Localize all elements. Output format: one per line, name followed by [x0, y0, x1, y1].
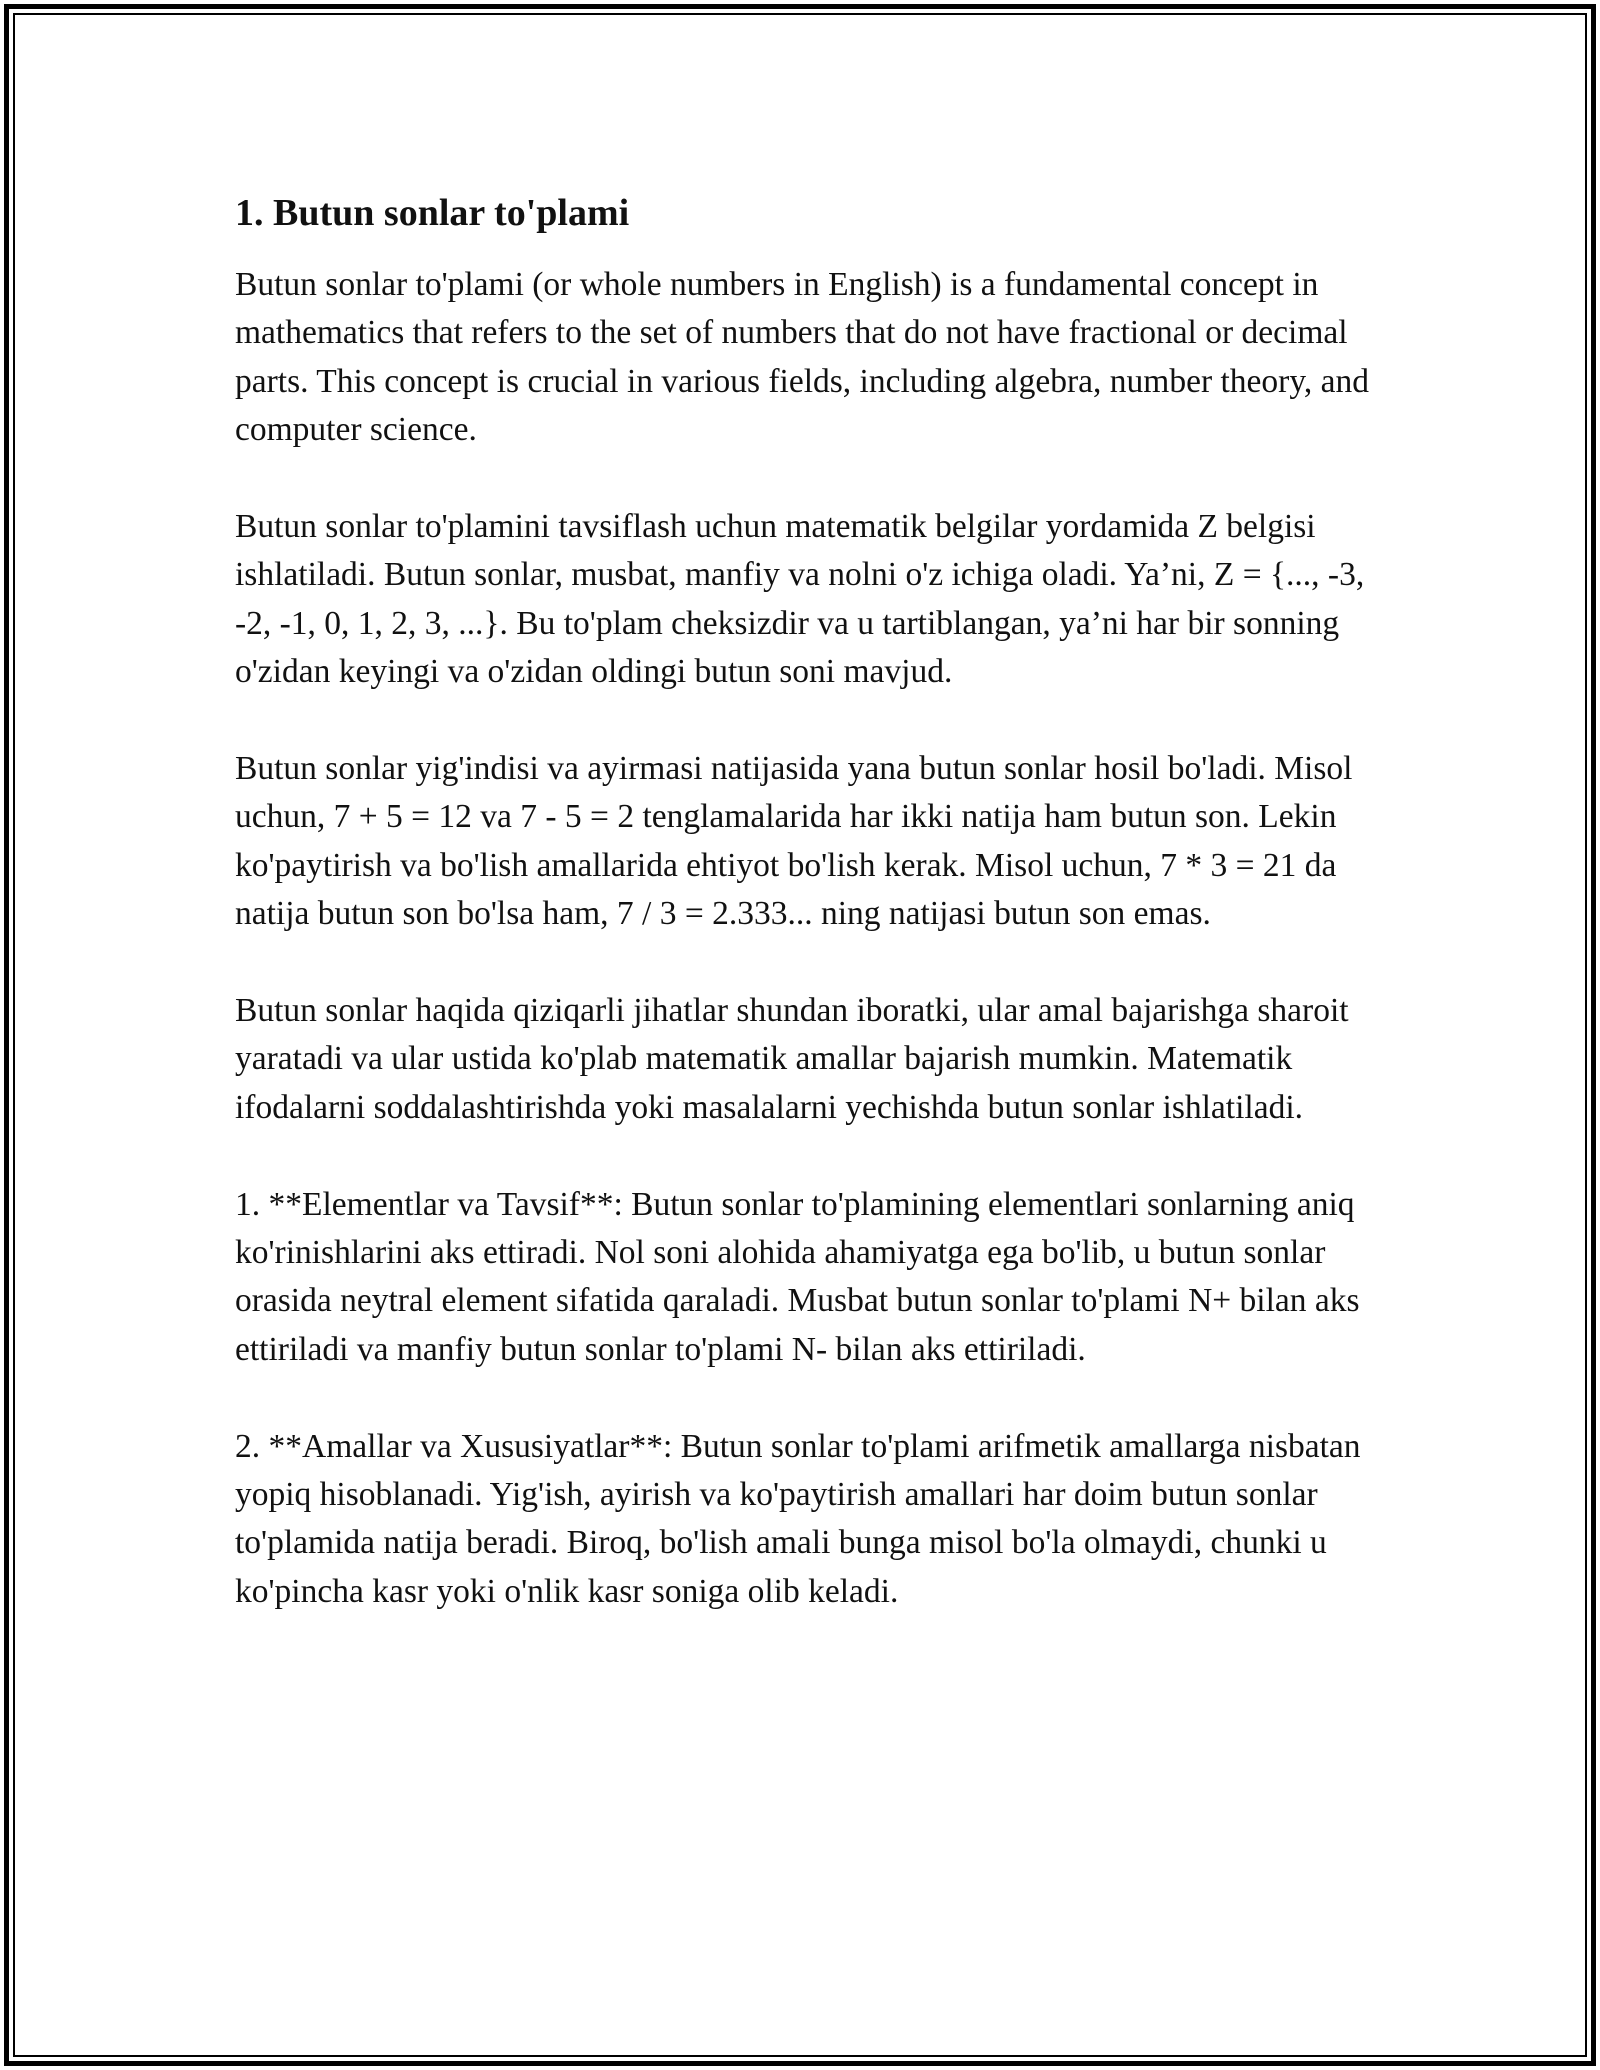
paragraph-intro: Butun sonlar to'plami (or whole numbers in English) is a fundamental concept in mathematics that refers to the set of numbers that do not have fractional or decimal parts. This concept is crucial in various fields, including algebra, number theory, and computer science. [235, 266, 1370, 449]
section-heading: 1. Butun sonlar to'plami [235, 192, 630, 234]
paragraph-notation: Butun sonlar to'plamini tavsiflash uchun matematik belgilar yordamida Z belgisi ishlatiladi. Butun sonlar, musbat, manfiy va nolni o'z ichiga oladi. Ya’ni, Z = {..., -3, -2, -1, 0, 1, 2, 3, ...}. Bu to'plam cheksizdir va u tartiblangan, ya’ni har bir sonning o'zidan keyingi va o'zidan oldingi butun soni mavjud. [235, 508, 1365, 691]
paragraph-usage: Butun sonlar haqida qiziqarli jihatlar shundan iboratki, ular amal bajarishga sharoit yaratadi va ular ustida ko'plab matematik amallar bajarish mumkin. Matematik ifodalarni soddalashtirishda yoki masalalarni yechishda butun sonlar ishlatiladi. [235, 992, 1349, 1126]
paragraph-operations: Butun sonlar yig'indisi va ayirmasi natijasida yana butun sonlar hosil bo'ladi. Misol uchun, 7 + 5 = 12 va 7 - 5 = 2 tenglamalarida har ikki natija ham butun son. Lekin ko'paytirish va bo'lish amallarida ehtiyot bo'lish kerak. Misol uchun, 7 * 3 = 21 da natija butun son bo'lsa ham, 7 / 3 = 2.333... ning natijasi butun son emas. [235, 750, 1353, 933]
document-body [235, 185, 1375, 1665]
paragraph-elements: 1. **Elementlar va Tavsif**: Butun sonlar to'plamining elementlari sonlarning aniq ko'rinishlarini aks ettiradi. Nol soni alohida ahamiyatga ega bo'lib, u butun sonlar orasida neytral element sifatida qaraladi. Musbat butun sonlar to'plami N+ bilan aks ettiriladi va manfiy butun sonlar to'plami N- bilan aks ettiriladi. [235, 1185, 1360, 1368]
paragraph-properties: 2. **Amallar va Xususiyatlar**: Butun sonlar to'plami arifmetik amallarga nisbatan yopiq hisoblanadi. Yig'ish, ayirish va ko'paytirish amallari har doim butun sonlar to'plamida natija beradi. Biroq, bo'lish amali bunga misol bo'la olmaydi, chunki u ko'pincha kasr yoki o'nlik kasr soniga olib keladi. [235, 1427, 1361, 1610]
